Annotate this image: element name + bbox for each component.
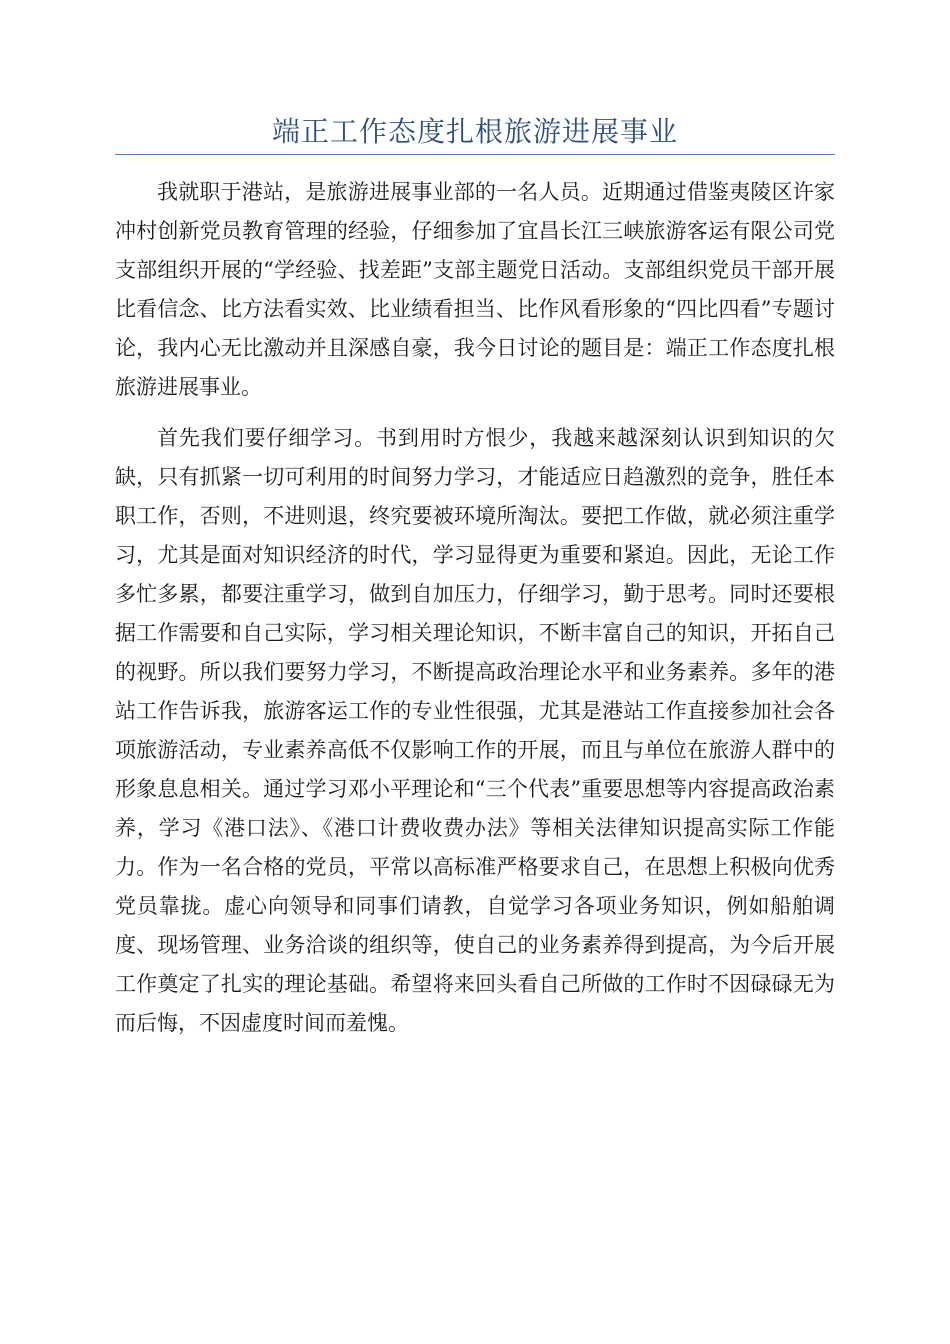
body-paragraph-1: 我就职于港站，是旅游进展事业部的一名人员。近期通过借鉴夷陵区许家冲村创新党员教育管理的经验，仔细参加了宜昌长江三峡旅游客运有限公司党支部组织开展的“学经验、找差距”支部主题党日活动。支部组织党员干部开展比看信念、比方法看实效、比业绩看担当、比作风看形象的“四比四看”专题讨论，我内心无比激动并且深感自豪，我今日讨论的题目是：端正工作态度扎根旅游进展事业。	[115, 180, 835, 399]
document-body	[115, 173, 835, 1043]
title-underline	[115, 154, 835, 155]
document-title: 端正工作态度扎根旅游进展事业	[271, 115, 678, 148]
body-paragraph-2: 首先我们要仔细学习。书到用时方恨少，我越来越深刻认识到知识的欠缺，只有抓紧一切可利用的时间努力学习，才能适应日趋激烈的竞争，胜任本职工作，否则，不进则退，终究要被环境所淘汰。要把工作做，就必须注重学习，尤其是面对知识经济的时代，学习显得更为重要和紧迫。因此，无论工作多忙多累，都要注重学习，做到自加压力，仔细学习，勤于思考。同时还要根据工作需要和自己实际，学习相关理论知识，不断丰富自己的知识，开拓自己的视野。所以我们要努力学习，不断提高政治理论水平和业务素养。多年的港站工作告诉我，旅游客运工作的专业性很强，尤其是港站工作直接参加社会各项旅游活动，专业素养高低不仅影响工作的开展，而且与单位在旅游人群中的形象息息相关。通过学习邓小平理论和“三个代表”重要思想等内容提高政治素养，学习《港口法》、《港口计费收费办法》等相关法律知识提高实际工作能力。作为一名合格的党员，平常以高标准严格要求自己，在思想上积极向优秀党员靠拢。虚心向领导和同事们请教，自觉学习各项业务知识，例如船舶调度、现场管理、业务洽谈的组织等，使自己的业务素养得到提高，为今后开展工作奠定了扎实的理论基础。希望将来回头看自己所做的工作时不因碌碌无为而后悔，不因虚度时间而羞愧。	[115, 426, 835, 1035]
